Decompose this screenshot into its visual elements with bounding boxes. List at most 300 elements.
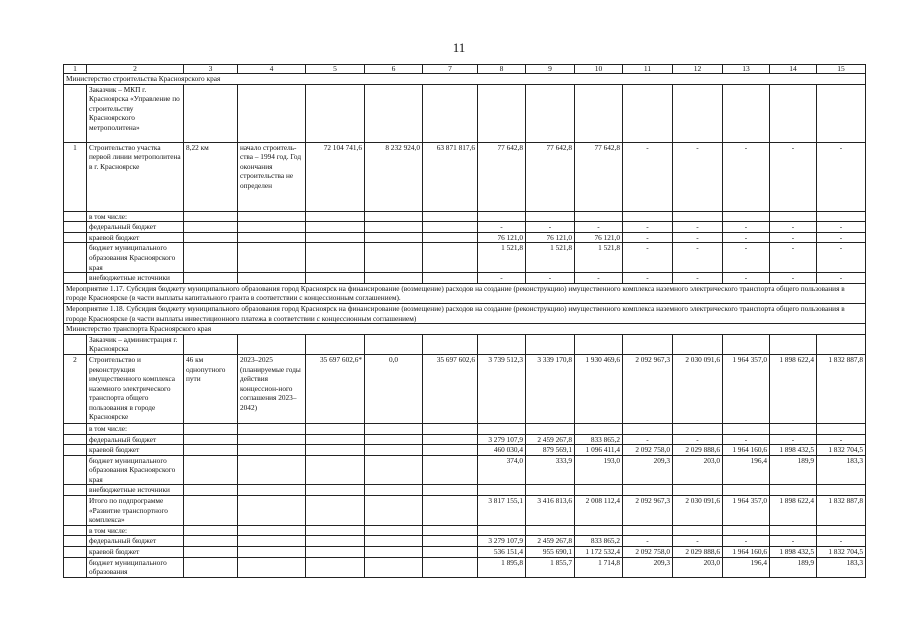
table-cell xyxy=(184,455,238,485)
table-cell xyxy=(526,334,575,354)
cell-col-8: 460 030,4 xyxy=(478,445,526,456)
table-cell xyxy=(64,557,87,577)
table-cell xyxy=(184,222,238,233)
column-header-8: 8 xyxy=(478,65,526,74)
cell-col-12: 2 029 888,6 xyxy=(673,445,723,456)
cell-col-13: - xyxy=(723,273,770,284)
table-cell: краевой бюджет xyxy=(87,547,184,558)
measure-118: Мероприятие 1.18. Субсидия бюджету муниципального образования город Красноярск на финансирование (возмещение) расходов на создание (реконструкцию) имущественного комплекса наземного электрического транспорта общего пользования в городе Красноярске (в части выплаты инвестиционного платежа в соответствии с концессионным соглашением) xyxy=(64,303,866,323)
cell-col-8: 76 121,0 xyxy=(478,232,526,243)
column-header-13: 13 xyxy=(723,65,770,74)
program-table xyxy=(63,64,866,578)
object-number: 2 xyxy=(64,354,87,423)
cell-col-12: - xyxy=(673,243,723,273)
cell-col-13: - xyxy=(723,243,770,273)
table-cell xyxy=(423,445,478,456)
cell-col-12: - xyxy=(673,232,723,243)
cell-col-11: 2 092 758,0 xyxy=(623,445,673,456)
table-cell xyxy=(64,243,87,273)
table-cell xyxy=(623,211,673,222)
cell-col-14: 189,9 xyxy=(770,557,817,577)
table-cell xyxy=(306,547,365,558)
table-cell: 1 898 622,4 xyxy=(770,354,817,423)
table-cell xyxy=(478,334,526,354)
table-cell: бюджет муниципального образования Красноярского края xyxy=(87,243,184,273)
cell-col-8: 374,0 xyxy=(478,455,526,485)
table-cell xyxy=(423,547,478,558)
table-cell xyxy=(817,423,866,434)
table-cell xyxy=(184,211,238,222)
cell-col-11: 2 092 758,0 xyxy=(623,547,673,558)
cell-col-10: 2 008 112,4 xyxy=(575,496,623,526)
table-cell xyxy=(673,525,723,536)
cell-col-14: 1 898 432,5 xyxy=(770,547,817,558)
table-cell xyxy=(64,536,87,547)
table-cell: - xyxy=(817,142,866,211)
table-cell xyxy=(575,211,623,222)
cell-col-11: - xyxy=(623,222,673,233)
table-cell xyxy=(238,211,306,222)
object-period: 2023–2025 (планируемые годы действия концессион-ного соглашения 2023–2042) xyxy=(238,354,306,423)
cell-col-9: 1 521,8 xyxy=(526,243,575,273)
table-cell xyxy=(817,334,866,354)
table-cell xyxy=(526,211,575,222)
table-cell xyxy=(64,485,87,496)
table-cell xyxy=(365,334,423,354)
customer-cell: Заказчик – МКП г. Красноярска «Управление по строительству Красноярского метрополитена» xyxy=(87,84,184,142)
table-cell: краевой бюджет xyxy=(87,232,184,243)
table-cell: бюджет муниципального образования Красноярского края xyxy=(87,455,184,485)
cell-col-8: 3 817 155,1 xyxy=(478,496,526,526)
table-cell xyxy=(306,273,365,284)
section-ministry: Министерство транспорта Красноярского края xyxy=(64,324,866,335)
table-cell xyxy=(526,485,575,496)
cell-col-13: 1 964 160,6 xyxy=(723,445,770,456)
table-cell xyxy=(575,334,623,354)
table-cell xyxy=(64,232,87,243)
table-cell xyxy=(184,525,238,536)
table-cell xyxy=(817,84,866,142)
object-period: начало строитель-ства – 1994 год. Год окончания строительства не определен xyxy=(238,142,306,211)
table-cell: краевой бюджет xyxy=(87,445,184,456)
table-cell xyxy=(365,485,423,496)
cell-col-11: 209,3 xyxy=(623,557,673,577)
cell-col-15: - xyxy=(817,243,866,273)
table-cell: 0,0 xyxy=(365,354,423,423)
table-cell xyxy=(365,273,423,284)
cell-col-11: - xyxy=(623,536,673,547)
total-row xyxy=(64,496,866,526)
table-cell: 35 697 602,6* xyxy=(306,354,365,423)
cell-col-12: 2 030 091,6 xyxy=(673,496,723,526)
table-cell xyxy=(423,243,478,273)
table-cell xyxy=(723,423,770,434)
cell-col-14: - xyxy=(770,273,817,284)
table-cell xyxy=(184,84,238,142)
table-cell xyxy=(365,423,423,434)
table-cell xyxy=(365,211,423,222)
table-cell xyxy=(770,525,817,536)
table-cell: федеральный бюджет xyxy=(87,536,184,547)
table-cell xyxy=(184,334,238,354)
table-cell xyxy=(306,84,365,142)
cell-col-12: 203,0 xyxy=(673,455,723,485)
table-cell xyxy=(238,243,306,273)
table-row xyxy=(64,445,866,456)
measure-row xyxy=(64,303,866,323)
table-cell xyxy=(64,547,87,558)
table-cell xyxy=(64,455,87,485)
table-cell: 1 930 469,6 xyxy=(575,354,623,423)
cell-col-8: - xyxy=(478,273,526,284)
table-row xyxy=(64,536,866,547)
cell-col-15: - xyxy=(817,273,866,284)
table-cell: - xyxy=(723,142,770,211)
cell-col-13: 1 964 160,6 xyxy=(723,547,770,558)
table-cell xyxy=(184,547,238,558)
table-cell xyxy=(306,423,365,434)
table-cell xyxy=(64,211,87,222)
table-cell xyxy=(306,525,365,536)
table-cell xyxy=(770,334,817,354)
table-cell xyxy=(64,222,87,233)
cell-col-13: - xyxy=(723,434,770,445)
column-header-9: 9 xyxy=(526,65,575,74)
table-cell xyxy=(423,455,478,485)
table-cell xyxy=(423,485,478,496)
table-cell xyxy=(238,536,306,547)
customer-cell: Заказчик – администрация г. Красноярска xyxy=(87,334,184,354)
column-header-15: 15 xyxy=(817,65,866,74)
total-label: Итого по подпрограмме «Развитие транспортного комплекса» xyxy=(87,496,184,526)
table-cell xyxy=(723,334,770,354)
cell-col-15: - xyxy=(817,232,866,243)
table-row xyxy=(64,557,866,577)
table-cell xyxy=(238,557,306,577)
cell-col-9: 76 121,0 xyxy=(526,232,575,243)
object-capacity: 46 км однопутного пути xyxy=(184,354,238,423)
table-cell xyxy=(64,273,87,284)
cell-col-13: 1 964 357,0 xyxy=(723,496,770,526)
table-cell xyxy=(238,84,306,142)
table-cell xyxy=(365,445,423,456)
header-row xyxy=(64,65,866,74)
table-cell xyxy=(478,84,526,142)
section-row xyxy=(64,74,866,85)
table-cell xyxy=(575,423,623,434)
table-row xyxy=(64,273,866,284)
object-name: Строительство участка первой линии метрополитена в г. Красноярске xyxy=(87,142,184,211)
cell-col-10: 1 714,8 xyxy=(575,557,623,577)
cell-col-12: 2 029 888,6 xyxy=(673,547,723,558)
table-cell: 1 964 357,0 xyxy=(723,354,770,423)
table-cell: 77 642,8 xyxy=(575,142,623,211)
cell-col-9: 1 855,7 xyxy=(526,557,575,577)
table-cell xyxy=(478,485,526,496)
cell-col-10: 193,0 xyxy=(575,455,623,485)
table-row xyxy=(64,232,866,243)
cell-col-14: - xyxy=(770,232,817,243)
cell-col-12: - xyxy=(673,536,723,547)
object-row xyxy=(64,142,866,211)
table-cell xyxy=(238,455,306,485)
table-cell xyxy=(365,536,423,547)
table-cell: федеральный бюджет xyxy=(87,222,184,233)
table-cell xyxy=(184,273,238,284)
table-cell xyxy=(673,84,723,142)
table-cell xyxy=(526,84,575,142)
table-cell xyxy=(365,222,423,233)
table-cell: 77 642,8 xyxy=(526,142,575,211)
cell-col-14: - xyxy=(770,536,817,547)
table-cell xyxy=(673,334,723,354)
table-cell xyxy=(184,445,238,456)
table-cell xyxy=(423,334,478,354)
cell-col-15: 1 832 704,5 xyxy=(817,547,866,558)
table-cell: 3 739 512,3 xyxy=(478,354,526,423)
cell-col-12: 203,0 xyxy=(673,557,723,577)
table-cell xyxy=(238,334,306,354)
table-cell: в том числе: xyxy=(87,211,184,222)
table-cell xyxy=(306,536,365,547)
cell-col-9: 3 416 813,6 xyxy=(526,496,575,526)
table-cell xyxy=(423,211,478,222)
table-cell xyxy=(238,547,306,558)
object-name: Строительство и реконструкция имущественного комплекса наземного электрического транспорта общего пользования в городе Красноярске xyxy=(87,354,184,423)
table-cell xyxy=(575,485,623,496)
cell-col-11: - xyxy=(623,273,673,284)
table-cell xyxy=(723,84,770,142)
table-cell xyxy=(184,536,238,547)
customer-row xyxy=(64,334,866,354)
cell-col-13: 196,4 xyxy=(723,455,770,485)
object-row xyxy=(64,354,866,423)
cell-col-14: 1 898 622,4 xyxy=(770,496,817,526)
measure-row xyxy=(64,283,866,303)
section-ministry: Министерство строительства Красноярского края xyxy=(64,74,866,85)
table-cell xyxy=(238,232,306,243)
cell-col-14: - xyxy=(770,434,817,445)
section-row xyxy=(64,324,866,335)
table-cell xyxy=(623,485,673,496)
table-cell xyxy=(423,423,478,434)
table-cell xyxy=(64,423,87,434)
table-cell: в том числе: xyxy=(87,525,184,536)
cell-col-9: - xyxy=(526,273,575,284)
column-header-6: 6 xyxy=(365,65,423,74)
table-cell xyxy=(64,434,87,445)
table-cell xyxy=(184,496,238,526)
page-number: 11 xyxy=(452,40,466,55)
cell-col-9: 879 569,1 xyxy=(526,445,575,456)
column-header-2: 2 xyxy=(87,65,184,74)
table-cell xyxy=(306,557,365,577)
table-cell xyxy=(423,536,478,547)
cell-col-15: - xyxy=(817,536,866,547)
cell-col-11: 209,3 xyxy=(623,455,673,485)
table-cell xyxy=(306,455,365,485)
table-cell xyxy=(673,211,723,222)
cell-col-9: - xyxy=(526,222,575,233)
table-cell xyxy=(184,423,238,434)
table-cell xyxy=(423,273,478,284)
table-cell xyxy=(306,222,365,233)
table-cell xyxy=(478,525,526,536)
table-cell xyxy=(423,84,478,142)
table-cell xyxy=(723,525,770,536)
table-cell: - xyxy=(770,142,817,211)
table-cell xyxy=(365,232,423,243)
cell-col-14: - xyxy=(770,243,817,273)
cell-col-11: - xyxy=(623,232,673,243)
table-cell xyxy=(526,525,575,536)
cell-col-8: 1 521,8 xyxy=(478,243,526,273)
table-cell: бюджет муниципального образования xyxy=(87,557,184,577)
table-cell xyxy=(365,243,423,273)
object-number: 1 xyxy=(64,142,87,211)
table-cell xyxy=(723,485,770,496)
table-cell xyxy=(64,445,87,456)
cell-col-9: 333,9 xyxy=(526,455,575,485)
table-cell xyxy=(306,232,365,243)
table-cell xyxy=(817,485,866,496)
table-cell xyxy=(623,84,673,142)
measure-117: Мероприятие 1.17. Субсидия бюджету муниципального образования город Красноярск на финансирование (возмещение) расходов на создание (реконструкцию) имущественного комплекса наземного электрического транспорта общего пользования в городе Красноярске (в части выплаты капитального гранта в соответствии с концессионным соглашением). xyxy=(64,283,866,303)
table-cell: внебюджетные источники xyxy=(87,485,184,496)
table-cell: 77 642,8 xyxy=(478,142,526,211)
table-cell xyxy=(673,485,723,496)
table-cell xyxy=(575,525,623,536)
table-cell xyxy=(64,334,87,354)
column-header-5: 5 xyxy=(306,65,365,74)
table-cell xyxy=(64,525,87,536)
cell-col-11: - xyxy=(623,243,673,273)
cell-col-8: 1 895,8 xyxy=(478,557,526,577)
table-cell xyxy=(526,423,575,434)
table-cell xyxy=(723,211,770,222)
table-cell xyxy=(575,84,623,142)
table-cell xyxy=(770,211,817,222)
cell-col-10: 1 172 532,4 xyxy=(575,547,623,558)
table-row xyxy=(64,485,866,496)
table-cell: 63 871 817,6 xyxy=(423,142,478,211)
cell-col-10: 1 096 411,4 xyxy=(575,445,623,456)
cell-col-8: - xyxy=(478,222,526,233)
table-cell xyxy=(184,243,238,273)
column-header-3: 3 xyxy=(184,65,238,74)
cell-col-12: - xyxy=(673,434,723,445)
column-header-11: 11 xyxy=(623,65,673,74)
table-cell: 2 092 967,3 xyxy=(623,354,673,423)
table-cell: в том числе: xyxy=(87,423,184,434)
object-capacity: 8,22 км xyxy=(184,142,238,211)
table-cell xyxy=(238,445,306,456)
table-cell xyxy=(770,84,817,142)
table-cell xyxy=(306,243,365,273)
cell-col-10: - xyxy=(575,273,623,284)
table-cell xyxy=(423,222,478,233)
table-cell: - xyxy=(623,142,673,211)
table-cell xyxy=(770,423,817,434)
table-cell xyxy=(365,547,423,558)
table-cell xyxy=(623,525,673,536)
table-cell xyxy=(238,525,306,536)
table-cell xyxy=(817,525,866,536)
table-cell xyxy=(365,557,423,577)
table-cell xyxy=(423,525,478,536)
table-cell: внебюджетные источники xyxy=(87,273,184,284)
cell-col-9: 2 459 267,8 xyxy=(526,536,575,547)
cell-col-14: - xyxy=(770,222,817,233)
table-cell: федеральный бюджет xyxy=(87,434,184,445)
table-row xyxy=(64,222,866,233)
table-cell xyxy=(238,496,306,526)
cell-col-13: - xyxy=(723,222,770,233)
table-cell xyxy=(365,525,423,536)
cell-col-8: 3 279 107,9 xyxy=(478,434,526,445)
table-cell xyxy=(623,334,673,354)
cell-col-15: 183,3 xyxy=(817,455,866,485)
customer-row xyxy=(64,84,866,142)
cell-col-11: 2 092 967,3 xyxy=(623,496,673,526)
table-cell: 2 030 091,6 xyxy=(673,354,723,423)
cell-col-10: 833 865,2 xyxy=(575,434,623,445)
table-cell xyxy=(673,423,723,434)
cell-col-9: 2 459 267,8 xyxy=(526,434,575,445)
column-header-7: 7 xyxy=(423,65,478,74)
cell-col-14: 1 898 432,5 xyxy=(770,445,817,456)
table-cell xyxy=(365,434,423,445)
table-cell xyxy=(306,485,365,496)
column-header-10: 10 xyxy=(575,65,623,74)
table-row xyxy=(64,423,866,434)
table-cell xyxy=(184,232,238,243)
table-cell xyxy=(817,211,866,222)
cell-col-10: 76 121,0 xyxy=(575,232,623,243)
table-cell xyxy=(306,445,365,456)
table-cell: 72 104 741,6 xyxy=(306,142,365,211)
table-row xyxy=(64,525,866,536)
table-cell xyxy=(306,496,365,526)
table-cell: 35 697 602,6 xyxy=(423,354,478,423)
table-cell xyxy=(423,557,478,577)
table-cell xyxy=(306,211,365,222)
table-cell xyxy=(238,434,306,445)
table-cell xyxy=(238,273,306,284)
table-cell: - xyxy=(673,142,723,211)
table-cell xyxy=(365,455,423,485)
table-cell xyxy=(770,485,817,496)
cell-col-8: 3 279 107,9 xyxy=(478,536,526,547)
table-cell xyxy=(238,485,306,496)
column-header-12: 12 xyxy=(673,65,723,74)
table-cell xyxy=(478,423,526,434)
cell-col-10: - xyxy=(575,222,623,233)
table-row xyxy=(64,455,866,485)
table-cell xyxy=(184,434,238,445)
table-cell xyxy=(423,496,478,526)
cell-col-12: - xyxy=(673,222,723,233)
column-header-1: 1 xyxy=(64,65,87,74)
cell-col-12: - xyxy=(673,273,723,284)
table-cell xyxy=(306,334,365,354)
table-row xyxy=(64,243,866,273)
cell-col-10: 1 521,8 xyxy=(575,243,623,273)
table-cell xyxy=(238,423,306,434)
table-cell xyxy=(623,423,673,434)
table-cell: 8 232 924,0 xyxy=(365,142,423,211)
table-row xyxy=(64,547,866,558)
